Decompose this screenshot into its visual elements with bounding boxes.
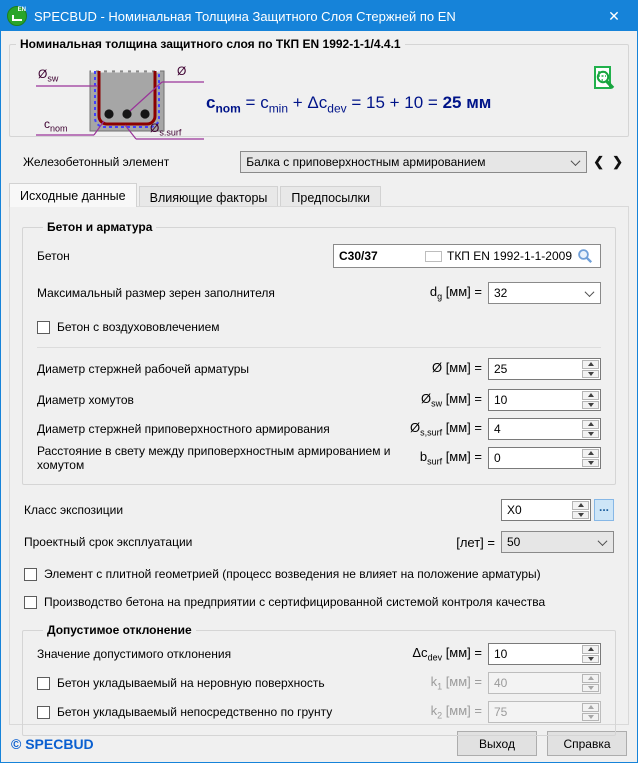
spin-up-button[interactable] — [582, 645, 599, 654]
spin-up-button[interactable] — [582, 391, 599, 400]
slab-geometry-label: Элемент с плитной геометрией (процесс возведения не влияет на положение арматуры) — [44, 567, 541, 581]
tab-influencing-factors[interactable]: Влияющие факторы — [139, 186, 279, 207]
k1-value: 40 — [494, 676, 508, 690]
main-bar-symbol: Ø [мм] = — [431, 360, 482, 376]
concrete-label: Бетон — [37, 249, 70, 263]
slab-geometry-checkbox[interactable] — [24, 568, 37, 581]
main-bar-diameter-label: Диаметр стержней рабочей арматуры — [37, 362, 250, 376]
concrete-group-title: Бетон и арматура — [47, 220, 153, 234]
concrete-field[interactable] — [333, 244, 601, 268]
clear-distance-value: 0 — [494, 451, 501, 465]
spin-down-button[interactable] — [582, 401, 599, 410]
concrete-groupbox — [22, 220, 616, 485]
spin-down-button[interactable] — [572, 511, 589, 520]
tab-assumptions[interactable]: Предпосылки — [280, 186, 381, 207]
app-icon — [7, 6, 27, 26]
cover-formula: $c_{nom} = c_{min} + \Delta c_{dev} = 15 + 10 = 25$ мм — [206, 93, 492, 116]
k2-value: 75 — [494, 705, 508, 719]
exit-button[interactable]: Выход — [457, 731, 537, 756]
aggregate-size-select[interactable] — [488, 282, 601, 304]
stirrup-diameter-value: 10 — [494, 393, 508, 407]
tab-initial-data[interactable]: Исходные данные — [9, 183, 137, 207]
k1-symbol: $k_1$ [мм] = — [430, 674, 482, 692]
separator — [37, 347, 601, 348]
spin-down-button[interactable] — [582, 370, 599, 379]
app-icon-en-text: EN — [17, 7, 26, 13]
app-icon-glyph — [12, 15, 22, 21]
clear-distance-input[interactable] — [488, 447, 601, 469]
surface-bar-diameter-input[interactable] — [488, 418, 601, 440]
surface-bar-symbol: $Ø_{s,surf}$ [мм] = — [409, 420, 482, 438]
k2-symbol: $k_2$ [мм] = — [430, 703, 482, 721]
window-title: SPECBUD - Номинальная Толщина Защитного Слоя Стержней по EN — [34, 8, 456, 24]
deviation-group-title: Допустимое отклонение — [47, 623, 192, 637]
exposure-class-more-button[interactable]: ... — [594, 499, 614, 521]
certified-production-label: Производство бетона на предприятии с сертифицированной системой контроля качества — [44, 595, 546, 609]
main-bar-diameter-input[interactable] — [488, 358, 601, 380]
spin-down-button — [582, 713, 599, 722]
titlebar — [1, 1, 637, 31]
aggregate-symbol: $d_g$ [мм] = — [429, 284, 482, 302]
next-element-button[interactable]: ❯ — [612, 154, 623, 169]
spinner — [581, 390, 600, 410]
exposure-class-label: Класс экспозиции — [24, 503, 124, 517]
deviation-input[interactable] — [488, 643, 601, 665]
element-select[interactable] — [240, 151, 587, 173]
design-life-unit: [лет] = — [456, 534, 495, 550]
chevron-down-icon — [598, 536, 608, 546]
spinner — [581, 702, 600, 722]
spin-down-button[interactable] — [582, 459, 599, 468]
deviation-symbol: $\Delta c_{dev}$ [мм] = — [412, 645, 482, 663]
uneven-surface-checkbox[interactable] — [37, 677, 50, 690]
spin-up-button[interactable] — [572, 501, 589, 510]
spin-up-button — [582, 703, 599, 712]
copyright-label: © SPECBUD — [11, 735, 94, 752]
belarus-flag-icon — [425, 251, 442, 262]
close-button[interactable]: ✕ — [608, 7, 620, 24]
cast-on-ground-label: Бетон укладываемый непосредственно по грунту — [57, 705, 333, 719]
spin-down-button[interactable] — [582, 430, 599, 439]
section-diagram — [32, 61, 210, 147]
stirrup-symbol: $Ø_{sw}$ [мм] = — [420, 391, 482, 409]
spinner — [581, 419, 600, 439]
cast-on-ground-checkbox[interactable] — [37, 706, 50, 719]
diagram-label-bar: Ø — [177, 64, 187, 78]
air-entrained-label: Бетон с воздухововлечением — [57, 320, 220, 334]
k2-input — [488, 701, 601, 723]
help-button[interactable]: Справка — [547, 731, 627, 756]
surface-bar-diameter-value: 4 — [494, 422, 501, 436]
element-select-value: Балка с приповерхностным армированием — [246, 155, 486, 169]
diagram-label-cover: $c_{nom}$ — [44, 117, 68, 134]
spin-up-button[interactable] — [582, 449, 599, 458]
spin-up-button — [582, 674, 599, 683]
spin-down-button[interactable] — [582, 655, 599, 664]
exposure-class-value: X0 — [507, 503, 522, 517]
concrete-class-value: C30/37 — [339, 249, 378, 263]
diagram-label-stirrup: $Ø_{sw}$ — [38, 67, 59, 84]
element-label: Железобетонный элемент — [23, 155, 170, 169]
prev-element-button[interactable]: ❮ — [593, 154, 605, 169]
clear-distance-symbol: $b_{surf}$ [мм] = — [419, 449, 482, 467]
spinner — [581, 359, 600, 379]
spin-up-button[interactable] — [582, 360, 599, 369]
air-entrained-checkbox[interactable] — [37, 321, 50, 334]
exposure-class-input[interactable] — [501, 499, 591, 521]
spinner — [581, 644, 600, 664]
spinner — [571, 500, 590, 520]
design-life-select[interactable] — [501, 531, 614, 553]
search-icon[interactable] — [577, 248, 593, 264]
stirrup-diameter-label: Диаметр хомутов — [37, 393, 134, 407]
clear-distance-label: Расстояние в свету между приповерхностным армированием и хомутом — [37, 444, 391, 472]
design-life-value: 50 — [507, 535, 521, 549]
surface-bar-diameter-label: Диаметр стержней приповерхностного армирования — [37, 422, 330, 436]
deviation-value-label: Значение допустимого отклонения — [37, 647, 232, 661]
tab-bar — [9, 183, 629, 207]
k1-input — [488, 672, 601, 694]
aggregate-size-label: Максимальный размер зерен заполнителя — [37, 286, 275, 300]
header-title: Номинальная толщина защитного слоя по ТКП EN 1992-1-1/4.4.1 — [20, 37, 401, 51]
design-life-label: Проектный срок эксплуатации — [24, 535, 193, 549]
stirrup-diameter-input[interactable] — [488, 389, 601, 411]
deviation-value: 10 — [494, 647, 508, 661]
chevron-down-icon — [571, 156, 581, 166]
spin-up-button[interactable] — [582, 420, 599, 429]
tab-page-initial-data — [9, 206, 629, 725]
header-groupbox — [9, 37, 629, 137]
diagram-label-surface: $Ø_{s.surf}$ — [150, 121, 182, 138]
aggregate-size-value: 32 — [494, 286, 508, 300]
norm-preview-icon[interactable] — [592, 65, 616, 96]
spin-down-button — [582, 684, 599, 693]
uneven-surface-label: Бетон укладываемый на неровную поверхность — [57, 676, 325, 690]
certified-production-checkbox[interactable] — [24, 596, 37, 609]
spinner — [581, 673, 600, 693]
main-bar-diameter-value: 25 — [494, 362, 508, 376]
concrete-norm-label: ТКП EN 1992-1-1-2009 — [446, 249, 572, 263]
deviation-groupbox — [22, 623, 616, 736]
spinner — [581, 448, 600, 468]
chevron-down-icon — [585, 287, 595, 297]
